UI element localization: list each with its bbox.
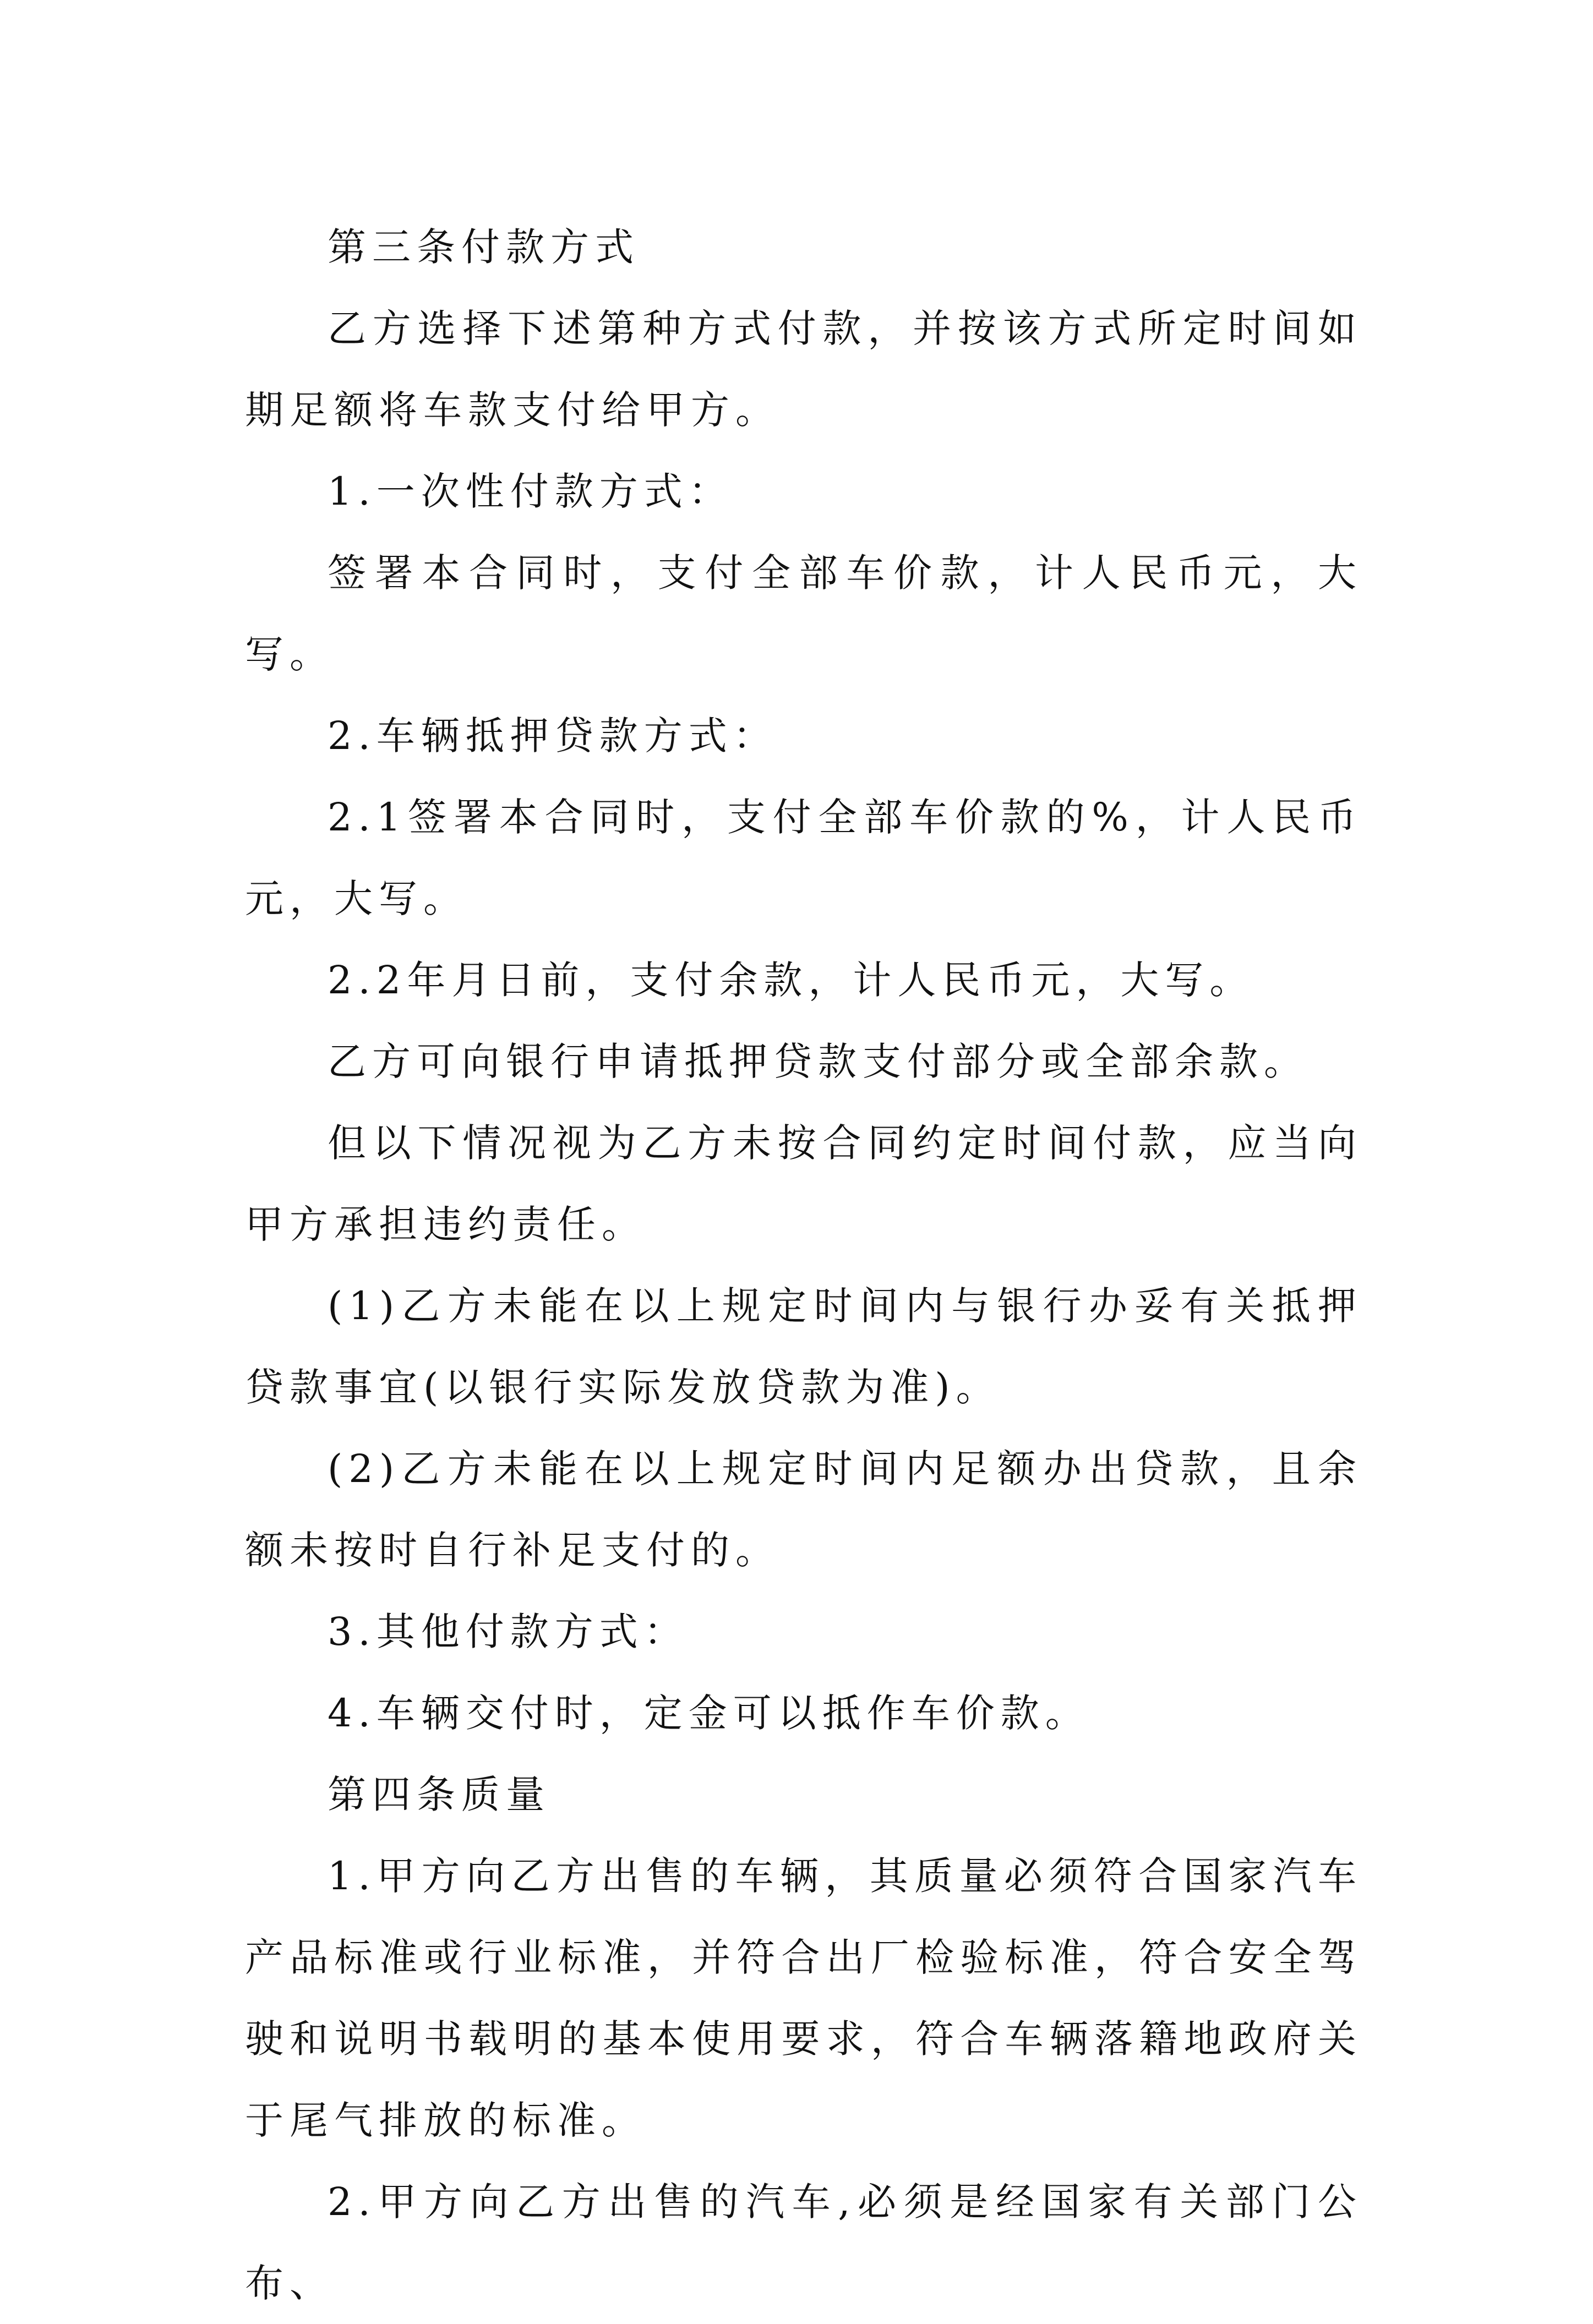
sub-list-item: 2.1签署本合同时，支付全部车价款的%，计人民币元，大写。 (245, 795, 1362, 921)
paragraph: 乙方选择下述第种方式付款，并按该方式所定时间如期足额将车款支付给甲方。 (245, 306, 1362, 433)
section-heading-quality: 第四条质量 (328, 1772, 550, 1817)
sub-list-item: 2.2年月日前，支付余款，计人民币元，大写。 (328, 958, 1254, 1003)
list-item: 3.其他付款方式： (328, 1609, 689, 1654)
list-item: 4.车辆交付时，定金可以抵作车价款。 (328, 1691, 1090, 1736)
paragraph: 但以下情况视为乙方未按合同约定时间付款，应当向甲方承担违约责任。 (245, 1120, 1362, 1247)
list-item: 2.甲方向乙方出售的汽车,必须是经国家有关部门公布、 (245, 2179, 1362, 2306)
section-heading-payment: 第三条付款方式 (328, 225, 640, 270)
paragraph: 签署本合同时，支付全部车价款，计人民币元，大写。 (245, 550, 1362, 677)
contract-text (245, 206, 1362, 2324)
list-item: 1.一次性付款方式： (328, 469, 733, 514)
sub-list-item: (1)乙方未能在以上规定时间内与银行办妥有关抵押贷款事宜(以银行实际发放贷款为准)。 (245, 1283, 1362, 1410)
sub-list-item: (2)乙方未能在以上规定时间内足额办出贷款，且余额未按时自行补足支付的。 (245, 1446, 1362, 1573)
paragraph: 乙方可向银行申请抵押贷款支付部分或全部余款。 (328, 1039, 1308, 1084)
list-item: 2.车辆抵押贷款方式： (328, 713, 778, 758)
list-item: 1.甲方向乙方出售的车辆，其质量必须符合国家汽车产品标准或行业标准，并符合出厂检验标准，符合安全驾驶和说明书载明的基本使用要求，符合车辆落籍地政府关于尾气排放的标准。 (245, 1853, 1362, 2143)
